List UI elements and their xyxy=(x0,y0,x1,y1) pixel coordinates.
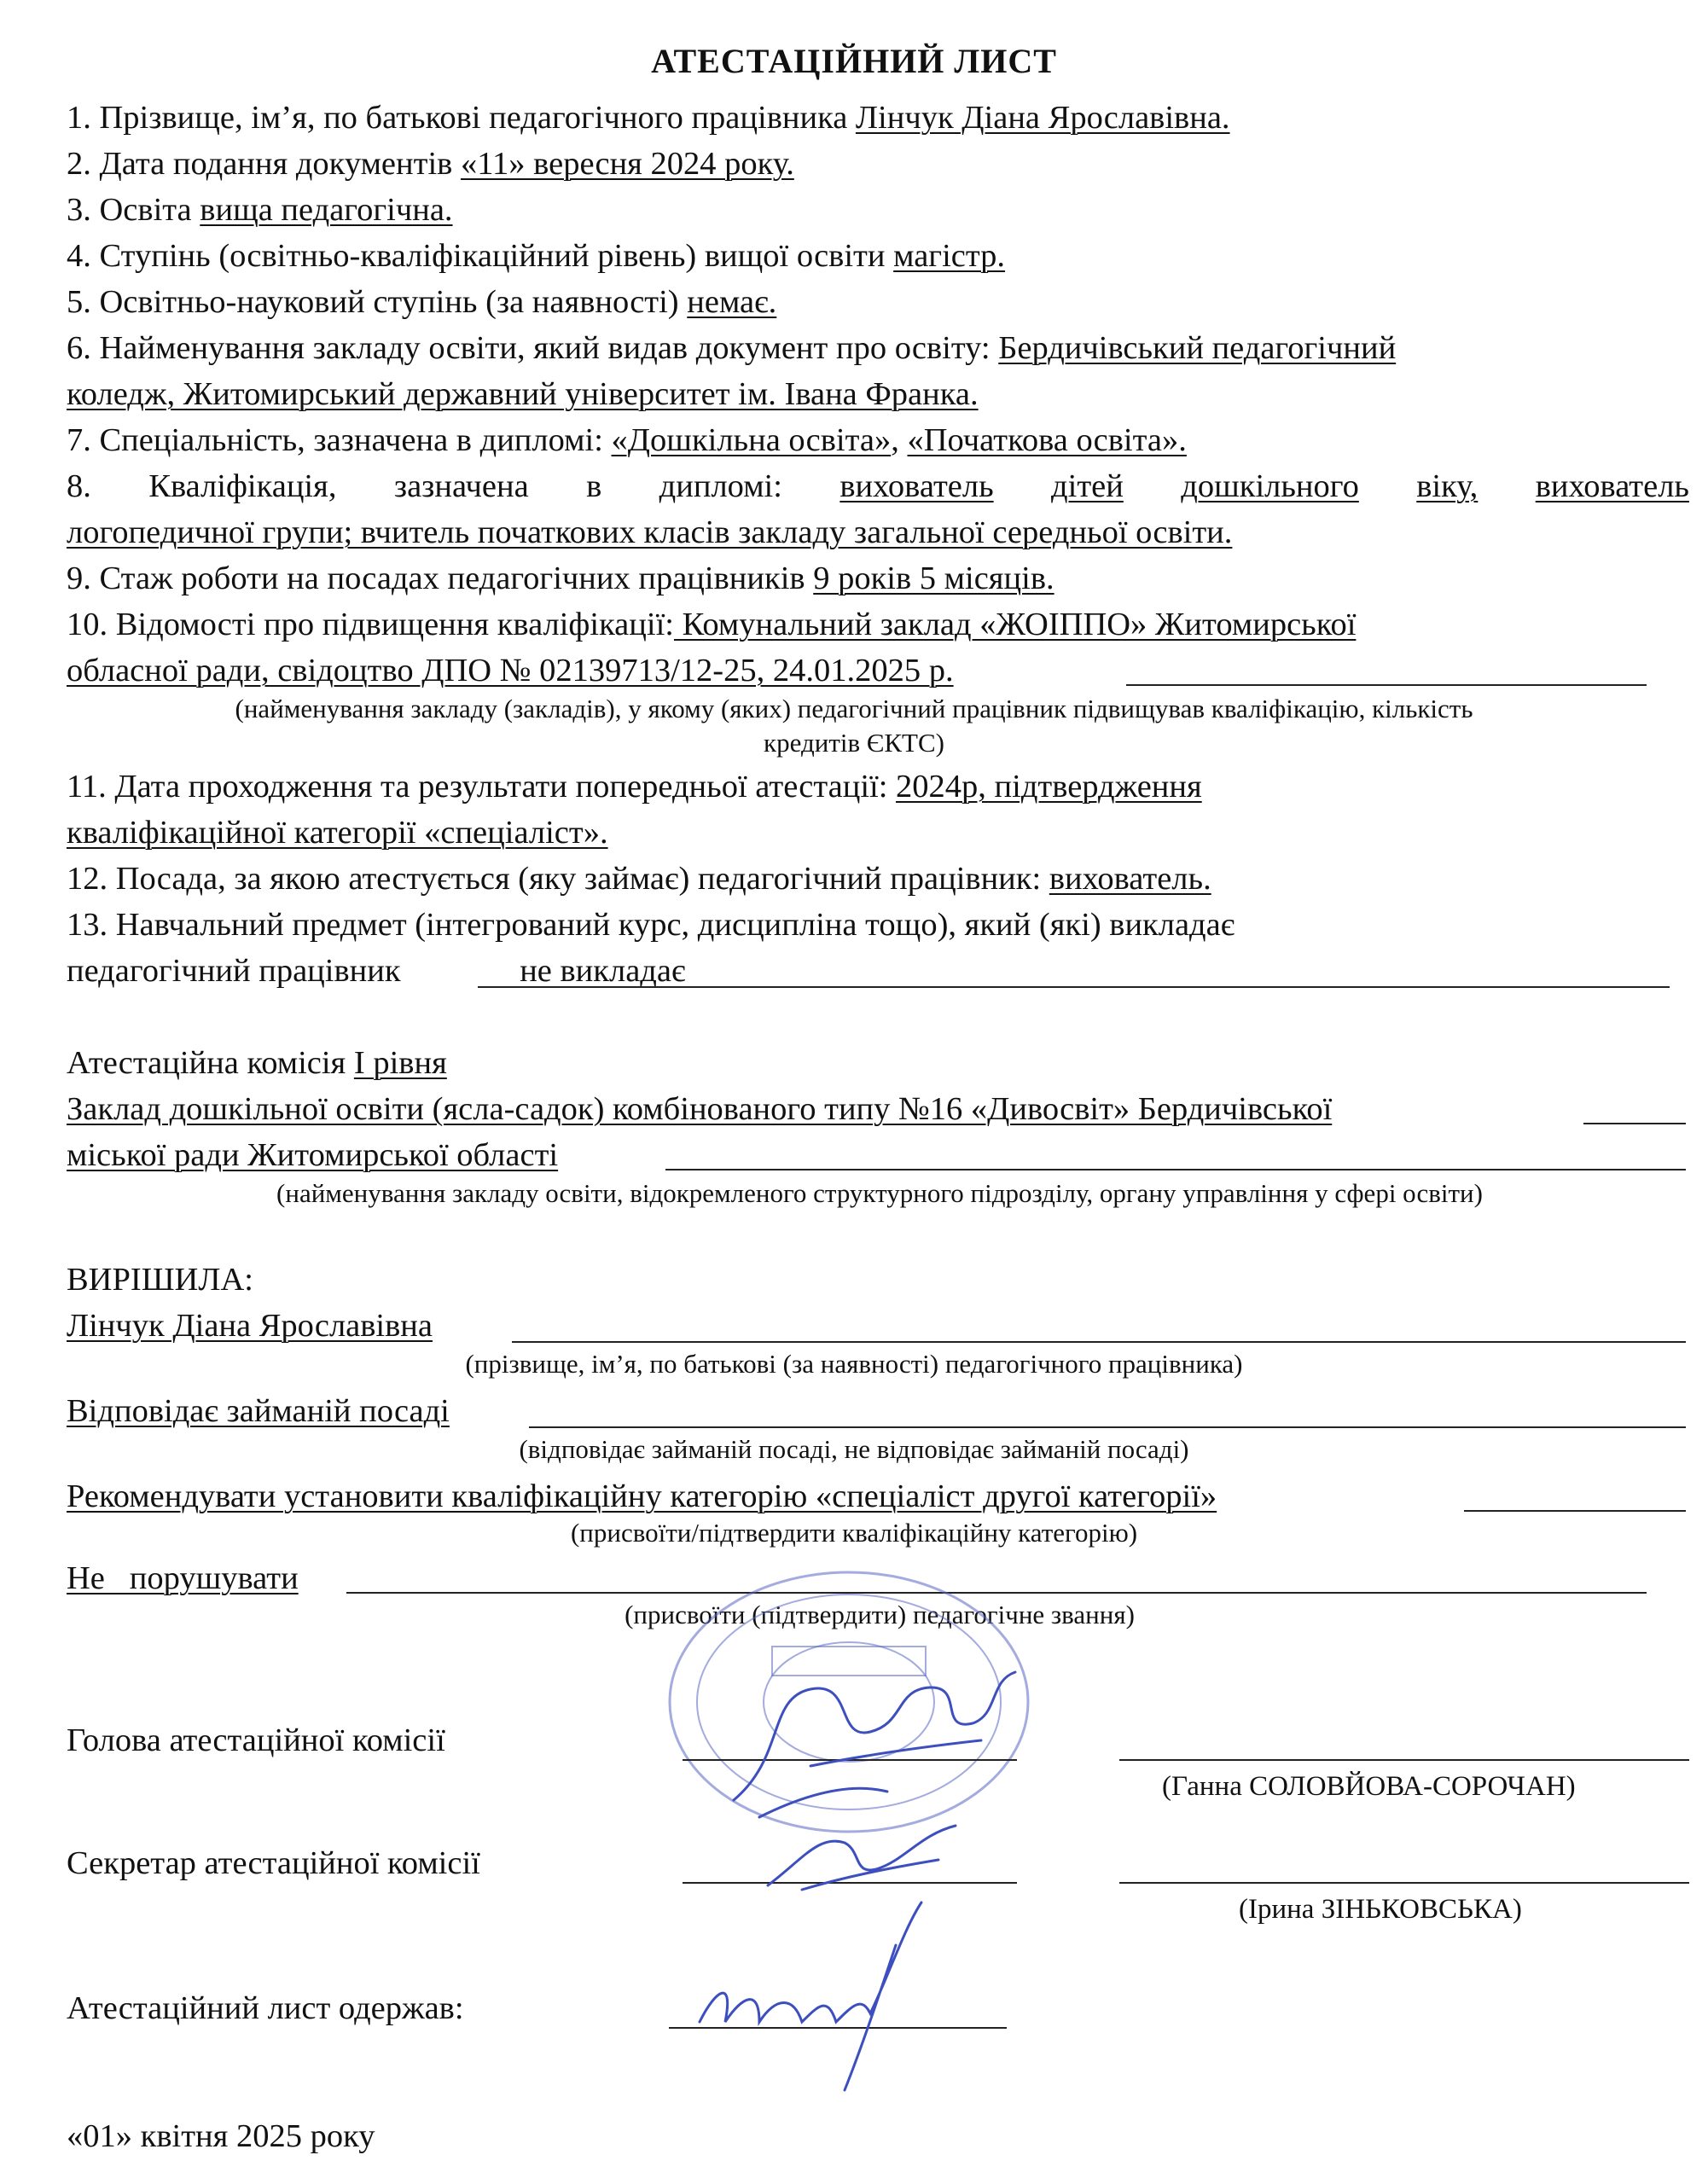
decision-title-hint: (присвоїти (підтвердити) педагогічне звання) xyxy=(625,1600,1135,1629)
item-10-hint-cont: кредитів ЄКТС) xyxy=(764,728,944,758)
decision-category: Рекомендувати установити кваліфікаційну категорію «спеціаліст другої категорії» xyxy=(67,1478,1217,1514)
commission-label: Атестаційна комісія xyxy=(67,1045,354,1081)
chair-signature xyxy=(708,1664,1032,1826)
chair-name: (Ганна СОЛОВЙОВА-СОРОЧАН) xyxy=(1162,1771,1576,1802)
item-12-value: вихователь. xyxy=(1049,861,1211,897)
commission-institution: Заклад дошкільної освіти (ясла-садок) комбінованого типу №16 «Дивосвіт» Бердичівської xyxy=(67,1091,1333,1127)
chair-name-line xyxy=(1119,1759,1689,1761)
document-date: «01» квітня 2025 року xyxy=(67,2118,375,2154)
item-6-value-cont: коледж, Житомирський державний університет ім. Івана Франка. xyxy=(67,376,979,412)
item-3-value: вища педагогічна. xyxy=(200,192,453,228)
commission-hint: (найменування закладу освіти, відокремленого структурного підрозділу, органу управління у сфері освіти) xyxy=(276,1178,1483,1208)
category-fill-line xyxy=(1464,1510,1686,1512)
item-11 xyxy=(67,766,1202,807)
item-13-value: не викладає xyxy=(520,953,686,989)
decision-title: Не порушувати xyxy=(67,1560,299,1596)
item-2 xyxy=(67,143,794,184)
document-title: АТЕСТАЦІЙНИЙ ЛИСТ xyxy=(651,42,1057,80)
item-10-hint: (найменування закладу (закладів), у якому (яких) педагогічний працівник підвищував кваліфікацію, кількість xyxy=(235,694,1473,723)
decision-heading: ВИРІШИЛА: xyxy=(67,1262,253,1298)
item-6-value: Бердичівський педагогічний xyxy=(998,330,1397,366)
item-11-value-cont: кваліфікаційної категорії «спеціаліст». xyxy=(67,815,608,851)
item-8-word: 8. xyxy=(67,468,91,504)
name-fill-line xyxy=(512,1341,1686,1343)
secretary-label: Секретар атестаційної комісії xyxy=(67,1845,480,1881)
item-8-word: в xyxy=(586,468,602,504)
item-8-value-word: вихователь xyxy=(839,468,994,504)
decision-category-hint: (присвоїти/підтвердити кваліфікаційну категорію) xyxy=(570,1518,1138,1548)
item-2-label: 2. Дата подання документів xyxy=(67,146,461,182)
item-10-value-cont: обласної ради, свідоцтво ДПО № 02139713/12-25, 24.01.2025 р. xyxy=(67,653,954,688)
item-6-label: 6. Найменування закладу освіти, який видав документ про освіту: xyxy=(67,330,999,366)
decision-name-hint: (прізвище, ім’я, по батькові (за наявності) педагогічного працівника) xyxy=(465,1349,1243,1379)
received-label: Атестаційний лист одержав: xyxy=(67,1990,464,2026)
decision-position-hint: (відповідає займаній посаді, не відповідає займаній посаді) xyxy=(519,1434,1189,1464)
institution-fill-line xyxy=(665,1169,1686,1170)
item-3 xyxy=(67,189,453,230)
item-7 xyxy=(67,420,1187,461)
item-1-label: 1. Прізвище, ім’я, по батькові педагогічного працівника xyxy=(67,100,856,136)
item-13-cont xyxy=(67,950,686,991)
decision-name: Лінчук Діана Ярославівна xyxy=(67,1308,433,1344)
decision-position: Відповідає займаній посаді xyxy=(67,1393,450,1429)
item-6 xyxy=(67,328,1396,369)
secretary-signature xyxy=(751,1809,973,1902)
item-1-value: Лінчук Діана Ярославівна. xyxy=(855,100,1230,136)
chair-label: Голова атестаційної комісії xyxy=(67,1722,445,1758)
item-4 xyxy=(67,235,1005,276)
item-5-value: немає. xyxy=(687,284,777,320)
item-4-value: магістр. xyxy=(893,238,1006,274)
item-8 xyxy=(67,466,1689,507)
item-13-fill-line xyxy=(593,986,1670,988)
item-7-label: 7. Спеціальність, зазначена в дипломі: xyxy=(67,422,612,458)
item-8-value-word: дітей xyxy=(1051,468,1124,504)
item-2-value: «11» вересня 2024 року. xyxy=(460,146,794,182)
item-9-value: 9 років 5 місяців. xyxy=(813,561,1054,596)
secretary-name-line xyxy=(1119,1882,1689,1884)
item-10-fill-line xyxy=(1126,684,1647,686)
item-7-value-b: «Початкова освіта». xyxy=(907,422,1187,458)
secretary-name: (Ірина ЗІНЬКОВСЬКА) xyxy=(1239,1894,1522,1925)
item-5 xyxy=(67,282,776,322)
item-7-value-a: «Дошкільна освіта» xyxy=(611,422,892,458)
item-11-label: 11. Дата проходження та результати попередньої атестації: xyxy=(67,769,897,804)
item-8-value-word: вихователь xyxy=(1535,468,1689,504)
recipient-signature xyxy=(683,1894,956,2099)
item-8-value-cont: логопедичної групи; вчитель початкових класів закладу загальної середньої освіти. xyxy=(67,514,1233,550)
item-4-label: 4. Ступінь (освітньо-кваліфікаційний рівень) вищої освіти xyxy=(67,238,894,274)
commission-line xyxy=(67,1043,447,1083)
item-8-word: Кваліфікація, xyxy=(148,468,337,504)
item-10 xyxy=(67,604,1356,645)
item-1 xyxy=(67,97,1230,138)
item-11-value: 2024р, підтвердження xyxy=(896,769,1202,804)
position-fill-line xyxy=(529,1426,1686,1428)
commission-institution-cont: міської ради Житомирської області xyxy=(67,1137,559,1173)
item-3-label: 3. Освіта xyxy=(67,192,200,228)
item-13-blank-line xyxy=(478,986,593,988)
item-12 xyxy=(67,858,1211,899)
item-8-word: зазначена xyxy=(393,468,529,504)
item-13-label-cont: педагогічний працівник xyxy=(67,953,410,989)
item-12-label: 12. Посада, за якою атестується (яку займає) педагогічний працівник: xyxy=(67,861,1049,897)
institution-fill-line xyxy=(1583,1123,1686,1124)
item-8-value-word: віку, xyxy=(1416,468,1479,504)
item-7-separator: , xyxy=(891,422,908,458)
item-9 xyxy=(67,558,1054,599)
item-9-label: 9. Стаж роботи на посадах педагогічних працівників xyxy=(67,561,814,596)
item-10-label: 10. Відомості про підвищення кваліфікації: xyxy=(67,607,674,642)
commission-level: I рівня xyxy=(353,1045,447,1081)
item-8-value-word: дошкільного xyxy=(1181,468,1359,504)
item-5-label: 5. Освітньо-науковий ступінь (за наявності) xyxy=(67,284,688,320)
item-13: 13. Навчальний предмет (інтегрований курс, дисципліна тощо), який (які) викладає xyxy=(67,907,1235,943)
item-10-value: Комунальний заклад «ЖОІППО» Житомирської xyxy=(673,607,1357,642)
item-8-word: дипломі: xyxy=(659,468,782,504)
